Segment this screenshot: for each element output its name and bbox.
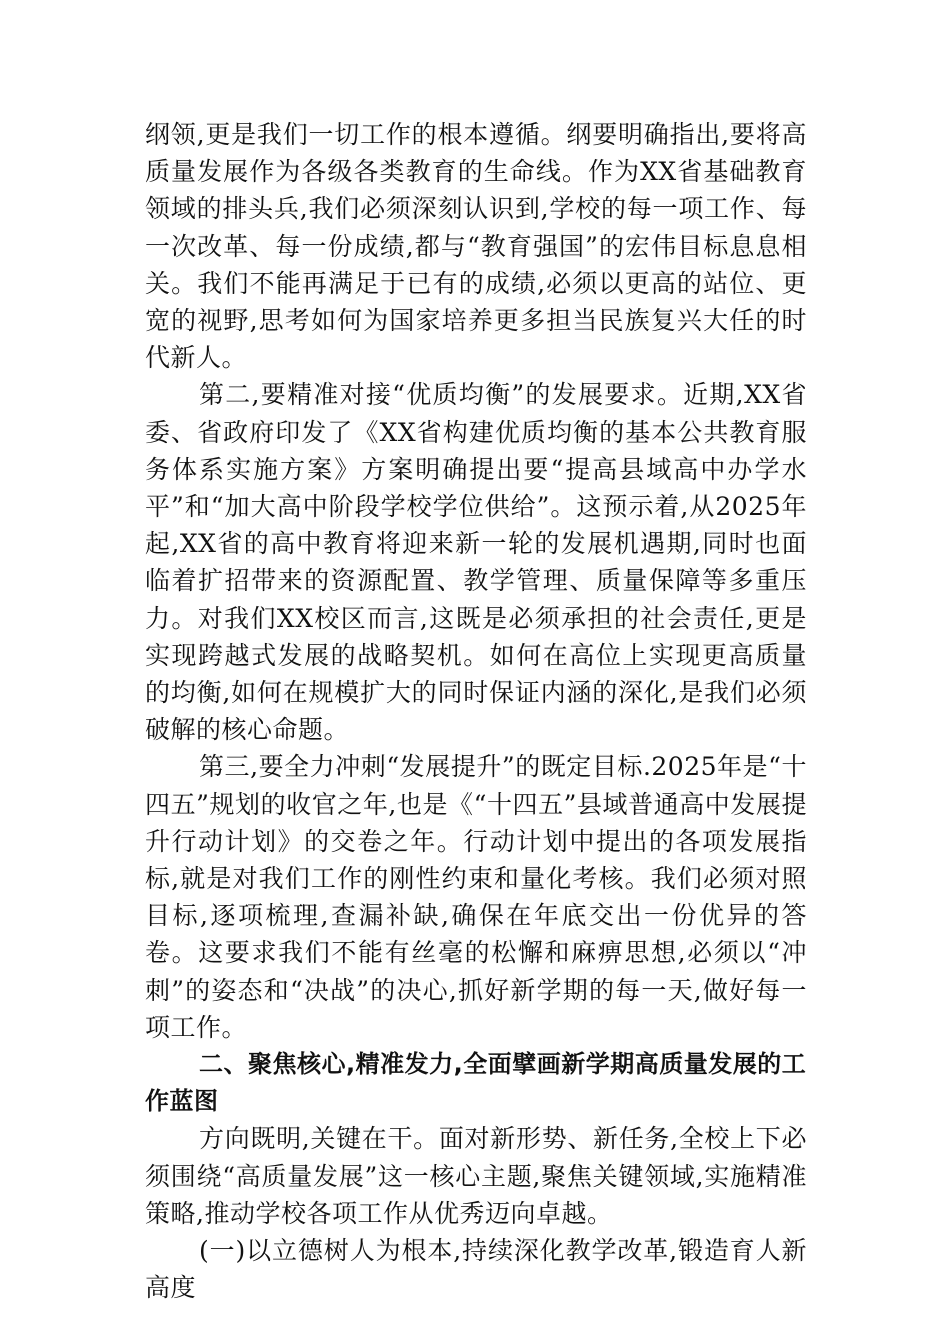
paragraph-third-point: 第三,要全力冲刺“发展提升”的既定目标.2025年是“十四五”规划的收官之年,也是《“十四五”县域普通高中发展提升行动计划》的交卷之年。行动计划中提出的各项发展指标,就是对我们工作的刚性约束和量化考核。我们必须对照目标,逐项梳理,查漏补缺,确保在年底交出一份优异的答卷。这要求我们不能有丝毫的松懈和麻痹思想,必须以“冲刺”的姿态和“决战”的决心,抓好新学期的每一天,做好每一项工作。 <box>145 752 807 1042</box>
paragraph-second-point: 第二,要精准对接“优质均衡”的发展要求。近期,XX省委、省政府印发了《XX省构建优质均衡的基本公共教育服务体系实施方案》方案明确提出要“提高县域高中办学水平”和“加大高中阶段学校学位供给”。这预示着,从2025年起,XX省的高中教育将迎来新一轮的发展机遇期,同时也面临着扩招带来的资源配置、教学管理、质量保障等多重压力。对我们XX校区而言,这既是必须承担的社会责任,更是实现跨越式发展的战略契机。如何在高位上实现更高质量的均衡,如何在规模扩大的同时保证内涵的深化,是我们必须破解的核心命题。 <box>145 380 807 745</box>
paragraph-section-intro: 方向既明,关键在干。面对新形势、新任务,全校上下必须围绕“高质量发展”这一核心主题,聚焦关键领域,实施精准策略,推动学校各项工作从优秀迈向卓越。 <box>145 1124 807 1228</box>
paragraph-continuation: 纲领,更是我们一切工作的根本遵循。纲要明确指出,要将高质量发展作为各级各类教育的生命线。作为XX省基础教育领域的排头兵,我们必须深刻认识到,学校的每一项工作、每一次改革、每一份成绩,都与“教育强国”的宏伟目标息息相关。我们不能再满足于已有的成绩,必须以更高的站位、更宽的视野,思考如何为国家培养更多担当民族复兴大任的时代新人。 <box>145 120 807 373</box>
section-heading: 二、聚焦核心,精准发力,全面擘画新学期高质量发展的工作蓝图 <box>145 1050 807 1116</box>
subsection-heading: (一)以立德树人为根本,持续深化教学改革,锻造育人新高度 <box>145 1236 807 1303</box>
document-body <box>145 116 807 1307</box>
